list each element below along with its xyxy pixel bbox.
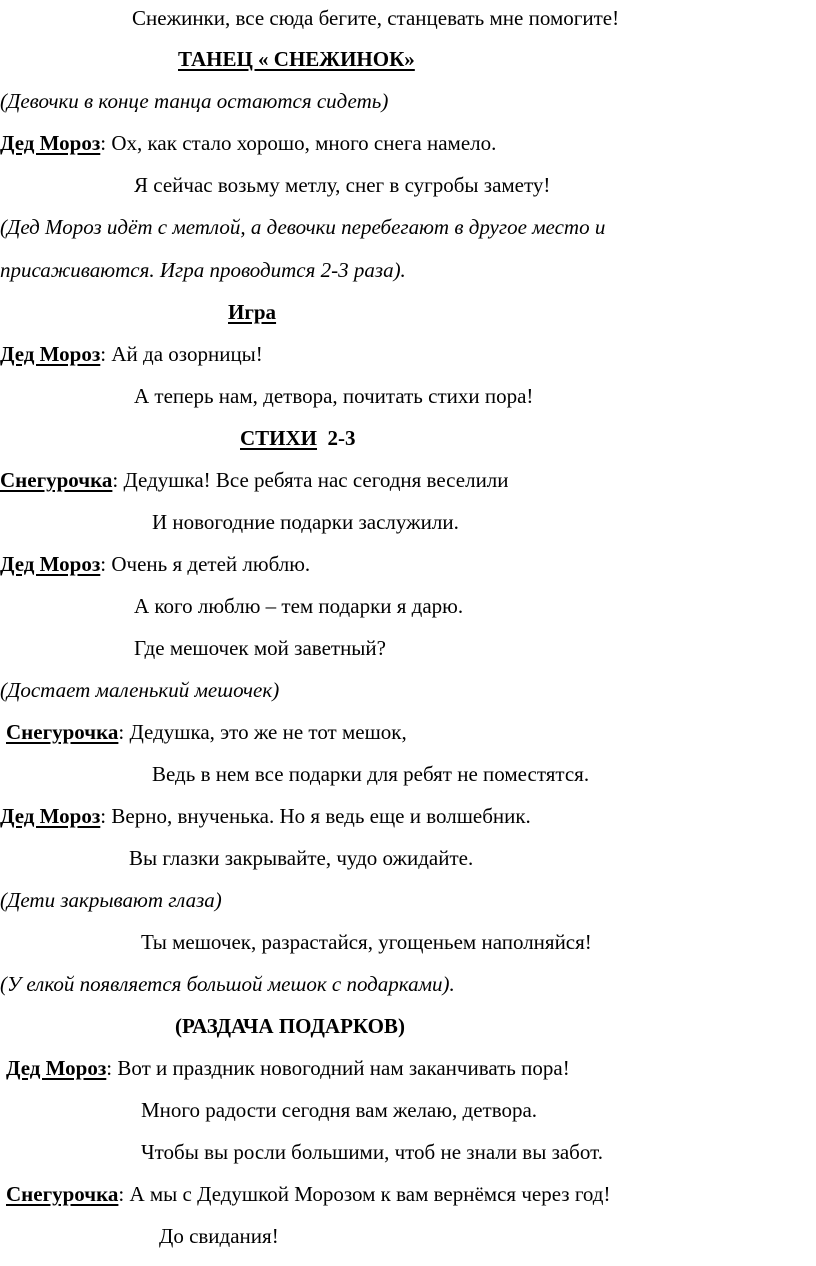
speech-text: : А мы с Дедушкой Морозом к вам вернёмся через год! [118,1182,611,1206]
verse-line: Я сейчас возьму метлу, снег в сугробы замету! [134,173,551,197]
section-heading [240,425,356,451]
section-heading: ТАНЕЦ « СНЕЖИНОК» [178,47,415,71]
speech-text: : Дедушка! Все ребята нас сегодня веселили [112,468,509,492]
speaker-line [0,803,531,829]
verse-line: Много радости сегодня вам желаю, детвора. [141,1098,538,1122]
verse-line: Ведь в нем все подарки для ребят не поместятся. [152,762,590,786]
verse-line: Где мешочек мой заветный? [134,636,386,660]
stage-direction: (Дети закрывают глаза) [0,888,222,912]
speaker-name: Дед Мороз [0,342,101,366]
verse-line: Ты мешочек, разрастайся, угощеньем наполняйся! [141,930,592,954]
section-heading: Игра [228,300,277,324]
verse-line: И новогодние подарки заслужили. [152,510,459,534]
stage-direction: (У елкой появляется большой мешок с подарками). [0,972,455,996]
speaker-line [6,1055,570,1081]
speaker-line [0,130,496,156]
speaker-name: Дед Мороз [0,131,101,155]
section-heading-number: 2-3 [317,426,356,450]
stage-direction: присаживаются. Игра проводится 2-3 раза). [0,258,406,282]
verse-line: До свидания! [159,1224,279,1248]
speaker-name: Дед Мороз [6,1056,107,1080]
speaker-name: Дед Мороз [0,552,101,576]
speaker-line [0,551,310,577]
speaker-line [6,1181,611,1207]
speaker-name: Дед Мороз [0,804,101,828]
stage-direction: (Девочки в конце танца остаются сидеть) [0,89,389,113]
verse-line: Вы глазки закрывайте, чудо ожидайте. [129,846,474,870]
speech-text: : Очень я детей люблю. [100,552,311,576]
speech-text: : Вот и праздник новогодний нам заканчивать пора! [106,1056,570,1080]
speaker-line [0,467,509,493]
speaker-name: Снегурочка [6,720,119,744]
speech-text: : Дедушка, это же не тот мешок, [118,720,407,744]
speaker-name: Снегурочка [0,468,113,492]
section-heading-title: СТИХИ [240,426,318,450]
speech-text: : Верно, внученька. Но я ведь еще и волшебник. [100,804,531,828]
verse-line: Чтобы вы росли большими, чтоб не знали вы забот. [141,1140,603,1164]
speaker-line [0,341,263,367]
verse-line: А кого люблю – тем подарки я дарю. [134,594,464,618]
verse-line: Снежинки, все сюда бегите, станцевать мне помогите! [132,6,620,30]
stage-direction: (Достает маленький мешочек) [0,678,280,702]
speech-text: : Ай да озорницы! [100,342,263,366]
section-heading: (РАЗДАЧА ПОДАРКОВ) [175,1014,405,1038]
verse-line: А теперь нам, детвора, почитать стихи пора! [134,384,534,408]
stage-direction: (Дед Мороз идёт с метлой, а девочки перебегают в другое место и [0,215,606,239]
speaker-line [6,719,407,745]
speech-text: : Ох, как стало хорошо, много снега намело. [100,131,497,155]
speaker-name: Снегурочка [6,1182,119,1206]
